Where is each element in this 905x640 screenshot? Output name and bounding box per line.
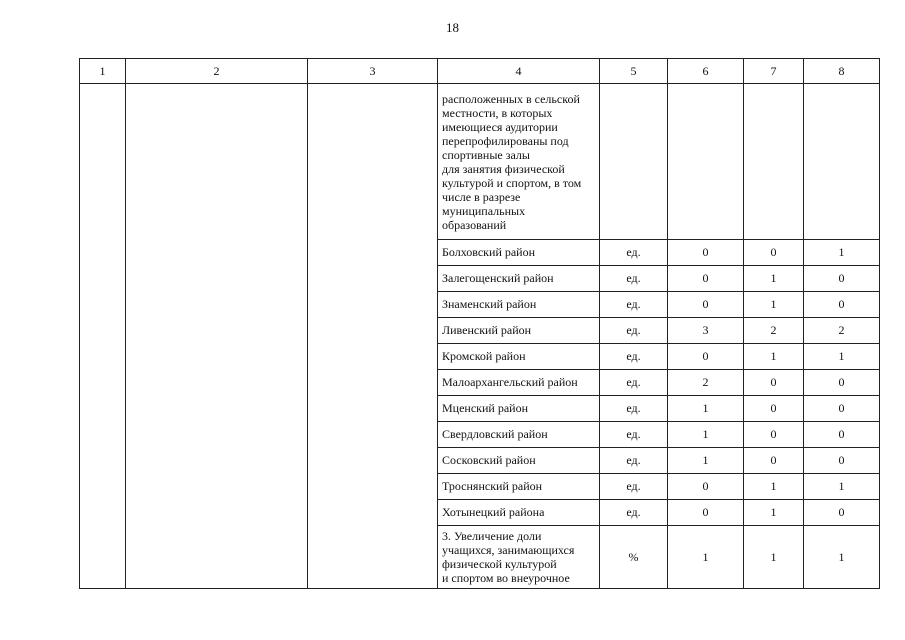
unit-cell: ед. [600, 422, 668, 448]
empty-cell [600, 84, 668, 240]
value-col7: 1 [744, 266, 804, 292]
empty-cell [744, 84, 804, 240]
district-name: Мценский район [438, 396, 600, 422]
district-name: Ливенский район [438, 318, 600, 344]
unit-cell: ед. [600, 500, 668, 526]
district-name: Малоархангельский район [438, 370, 600, 396]
value-col6: 1 [668, 422, 744, 448]
col-header-1: 1 [80, 59, 126, 84]
value-col6: 0 [668, 344, 744, 370]
unit-cell: ед. [600, 292, 668, 318]
district-name: Залегощенский район [438, 266, 600, 292]
district-name: Кромской район [438, 344, 600, 370]
col1-empty-cell [80, 84, 126, 589]
value-col7: 1 [744, 500, 804, 526]
indicator-description: расположенных в сельской местности, в которых имеющиеся аудитории перепрофилированы под спортивные залы для занятия физической культурой и спортом, в том числе в разрезе муниципальных образований [438, 84, 600, 240]
value-col7: 1 [744, 526, 804, 589]
district-name: Хотынецкий района [438, 500, 600, 526]
unit-cell: ед. [600, 266, 668, 292]
page-number: 18 [446, 20, 459, 35]
district-name: Свердловский район [438, 422, 600, 448]
empty-cell [804, 84, 880, 240]
district-name: Сосковский район [438, 448, 600, 474]
value-col7: 0 [744, 422, 804, 448]
col-header-3: 3 [308, 59, 438, 84]
column-number-row [80, 59, 880, 84]
value-col8: 2 [804, 318, 880, 344]
col-header-7: 7 [744, 59, 804, 84]
unit-cell: ед. [600, 448, 668, 474]
value-col6: 0 [668, 240, 744, 266]
unit-cell: ед. [600, 396, 668, 422]
value-col7: 1 [744, 474, 804, 500]
value-col8: 1 [804, 526, 880, 589]
district-name: Троснянский район [438, 474, 600, 500]
col-header-4: 4 [438, 59, 600, 84]
district-name: Болховский район [438, 240, 600, 266]
col-header-5: 5 [600, 59, 668, 84]
value-col7: 1 [744, 292, 804, 318]
value-col7: 0 [744, 396, 804, 422]
district-name: Знаменский район [438, 292, 600, 318]
value-col6: 1 [668, 526, 744, 589]
unit-cell: ед. [600, 474, 668, 500]
col-header-8: 8 [804, 59, 880, 84]
value-col8: 0 [804, 500, 880, 526]
value-col6: 0 [668, 474, 744, 500]
empty-cell [668, 84, 744, 240]
value-col6: 0 [668, 292, 744, 318]
value-col8: 0 [804, 396, 880, 422]
unit-cell: ед. [600, 344, 668, 370]
value-col8: 0 [804, 422, 880, 448]
value-col7: 0 [744, 240, 804, 266]
value-col8: 1 [804, 344, 880, 370]
col-header-6: 6 [668, 59, 744, 84]
value-col7: 0 [744, 448, 804, 474]
unit-cell: % [600, 526, 668, 589]
unit-cell: ед. [600, 318, 668, 344]
col3-empty-cell [308, 84, 438, 589]
indicator-description: 3. Увеличение доли учащихся, занимающихся физической культурой и спортом во внеурочное [438, 526, 600, 589]
table-row [80, 84, 880, 240]
value-col8: 0 [804, 292, 880, 318]
value-col8: 0 [804, 370, 880, 396]
value-col7: 0 [744, 370, 804, 396]
value-col8: 0 [804, 266, 880, 292]
col2-empty-cell [126, 84, 308, 589]
value-col6: 0 [668, 500, 744, 526]
value-col6: 1 [668, 396, 744, 422]
value-col6: 1 [668, 448, 744, 474]
value-col6: 2 [668, 370, 744, 396]
value-col8: 0 [804, 448, 880, 474]
unit-cell: ед. [600, 370, 668, 396]
value-col6: 3 [668, 318, 744, 344]
value-col8: 1 [804, 240, 880, 266]
value-col6: 0 [668, 266, 744, 292]
unit-cell: ед. [600, 240, 668, 266]
data-table [79, 58, 880, 589]
value-col7: 1 [744, 344, 804, 370]
value-col8: 1 [804, 474, 880, 500]
col-header-2: 2 [126, 59, 308, 84]
value-col7: 2 [744, 318, 804, 344]
